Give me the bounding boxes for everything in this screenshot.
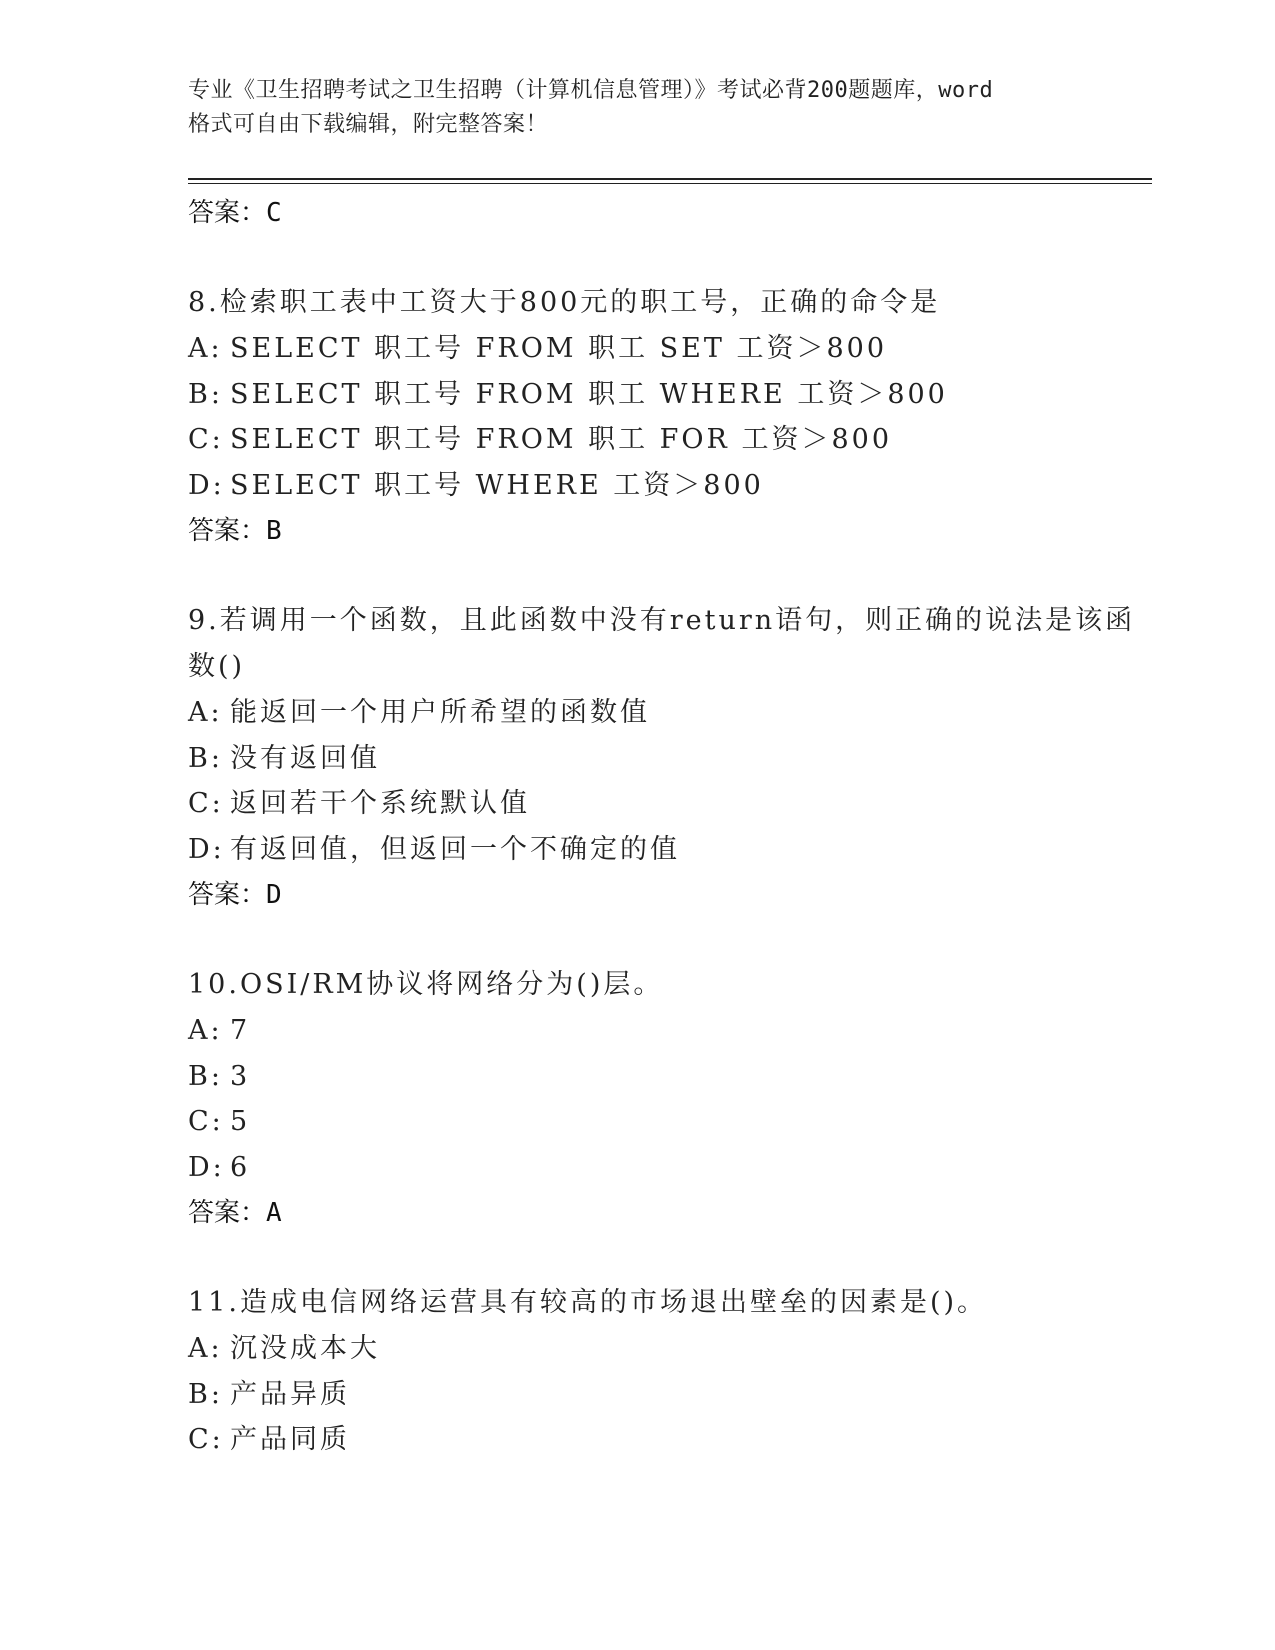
answer-value: B [266,516,282,546]
option-letter: A: [188,333,223,364]
answer-line [188,872,1138,918]
option-text: 返回若干个系统默认值 [230,788,530,819]
option-letter: C: [188,788,224,819]
option-letter: D: [188,833,225,865]
option-text: SELECT 职工号 FROM 职工 FOR 工资＞800 [230,424,893,455]
option-text: SELECT 职工号 FROM 职工 SET 工资＞800 [230,333,888,364]
option-letter: D: [188,469,225,501]
option-text: 产品同质 [230,1424,350,1455]
option-text: 产品异质 [230,1378,350,1410]
option-text: SELECT 职工号 FROM 职工 WHERE 工资＞800 [230,378,948,410]
question-text: 9.若调用一个函数，且此函数中没有return语句，则正确的说法是该函数() [188,605,1136,682]
option-a [188,1008,1138,1054]
option-letter: A: [188,697,223,728]
answer-label: 答案： [188,880,267,910]
answer-value: C [266,198,282,228]
option-letter: B: [188,1378,223,1410]
option-letter: C: [188,424,224,455]
option-b [188,1054,1138,1100]
answer-value: D [266,880,282,910]
header-divider-thin [188,183,1152,184]
option-text: 6 [230,1151,251,1183]
answer-label: 答案： [188,1198,267,1228]
header-divider [188,178,1152,180]
option-text: 有返回值，但返回一个不确定的值 [230,833,680,865]
option-letter: D: [188,1151,225,1183]
answer-label: 答案： [188,516,267,546]
option-a [188,690,1138,736]
option-text: SELECT 职工号 WHERE 工资＞800 [230,469,764,501]
answer-line [188,1190,1138,1236]
option-b [188,1372,1138,1418]
answer-line [188,508,1138,554]
question-text: 11.造成电信网络运营具有较高的市场退出壁垒的因素是()。 [188,1287,988,1318]
answer-value: A [266,1198,282,1228]
option-text: 5 [230,1106,251,1137]
option-c [188,1099,1138,1145]
option-text: 沉没成本大 [230,1333,380,1364]
question-list [188,190,1138,1463]
option-letter: C: [188,1106,224,1137]
option-b [188,372,1138,418]
option-d [188,463,1138,509]
option-letter: B: [188,378,223,410]
answer-label: 答案： [188,198,267,228]
header-line-1: 专业《卫生招聘考试之卫生招聘（计算机信息管理）》考试必背200题题库，word [188,78,994,103]
option-text: 能返回一个用户所希望的函数值 [230,697,650,728]
option-text: 没有返回值 [230,742,380,774]
header-line-2: 格式可自由下载编辑，附完整答案！ [188,112,549,137]
option-letter: A: [188,1333,223,1364]
option-text: 7 [230,1015,251,1046]
option-letter: B: [188,1060,223,1092]
option-d [188,1145,1138,1191]
option-letter: B: [188,742,223,774]
option-b [188,736,1138,782]
document-header [188,74,1088,142]
option-c [188,1417,1138,1463]
option-letter: A: [188,1015,223,1046]
option-text: 3 [230,1060,251,1092]
option-c [188,417,1138,463]
answer-line [188,190,1138,236]
option-c [188,781,1138,827]
option-d [188,827,1138,873]
question-text: 10.OSI/RM协议将网络分为()层。 [188,969,664,1000]
option-letter: C: [188,1424,224,1455]
question-text: 8.检索职工表中工资大于800元的职工号，正确的命令是 [188,287,941,318]
option-a [188,326,1138,372]
option-a [188,1326,1138,1372]
